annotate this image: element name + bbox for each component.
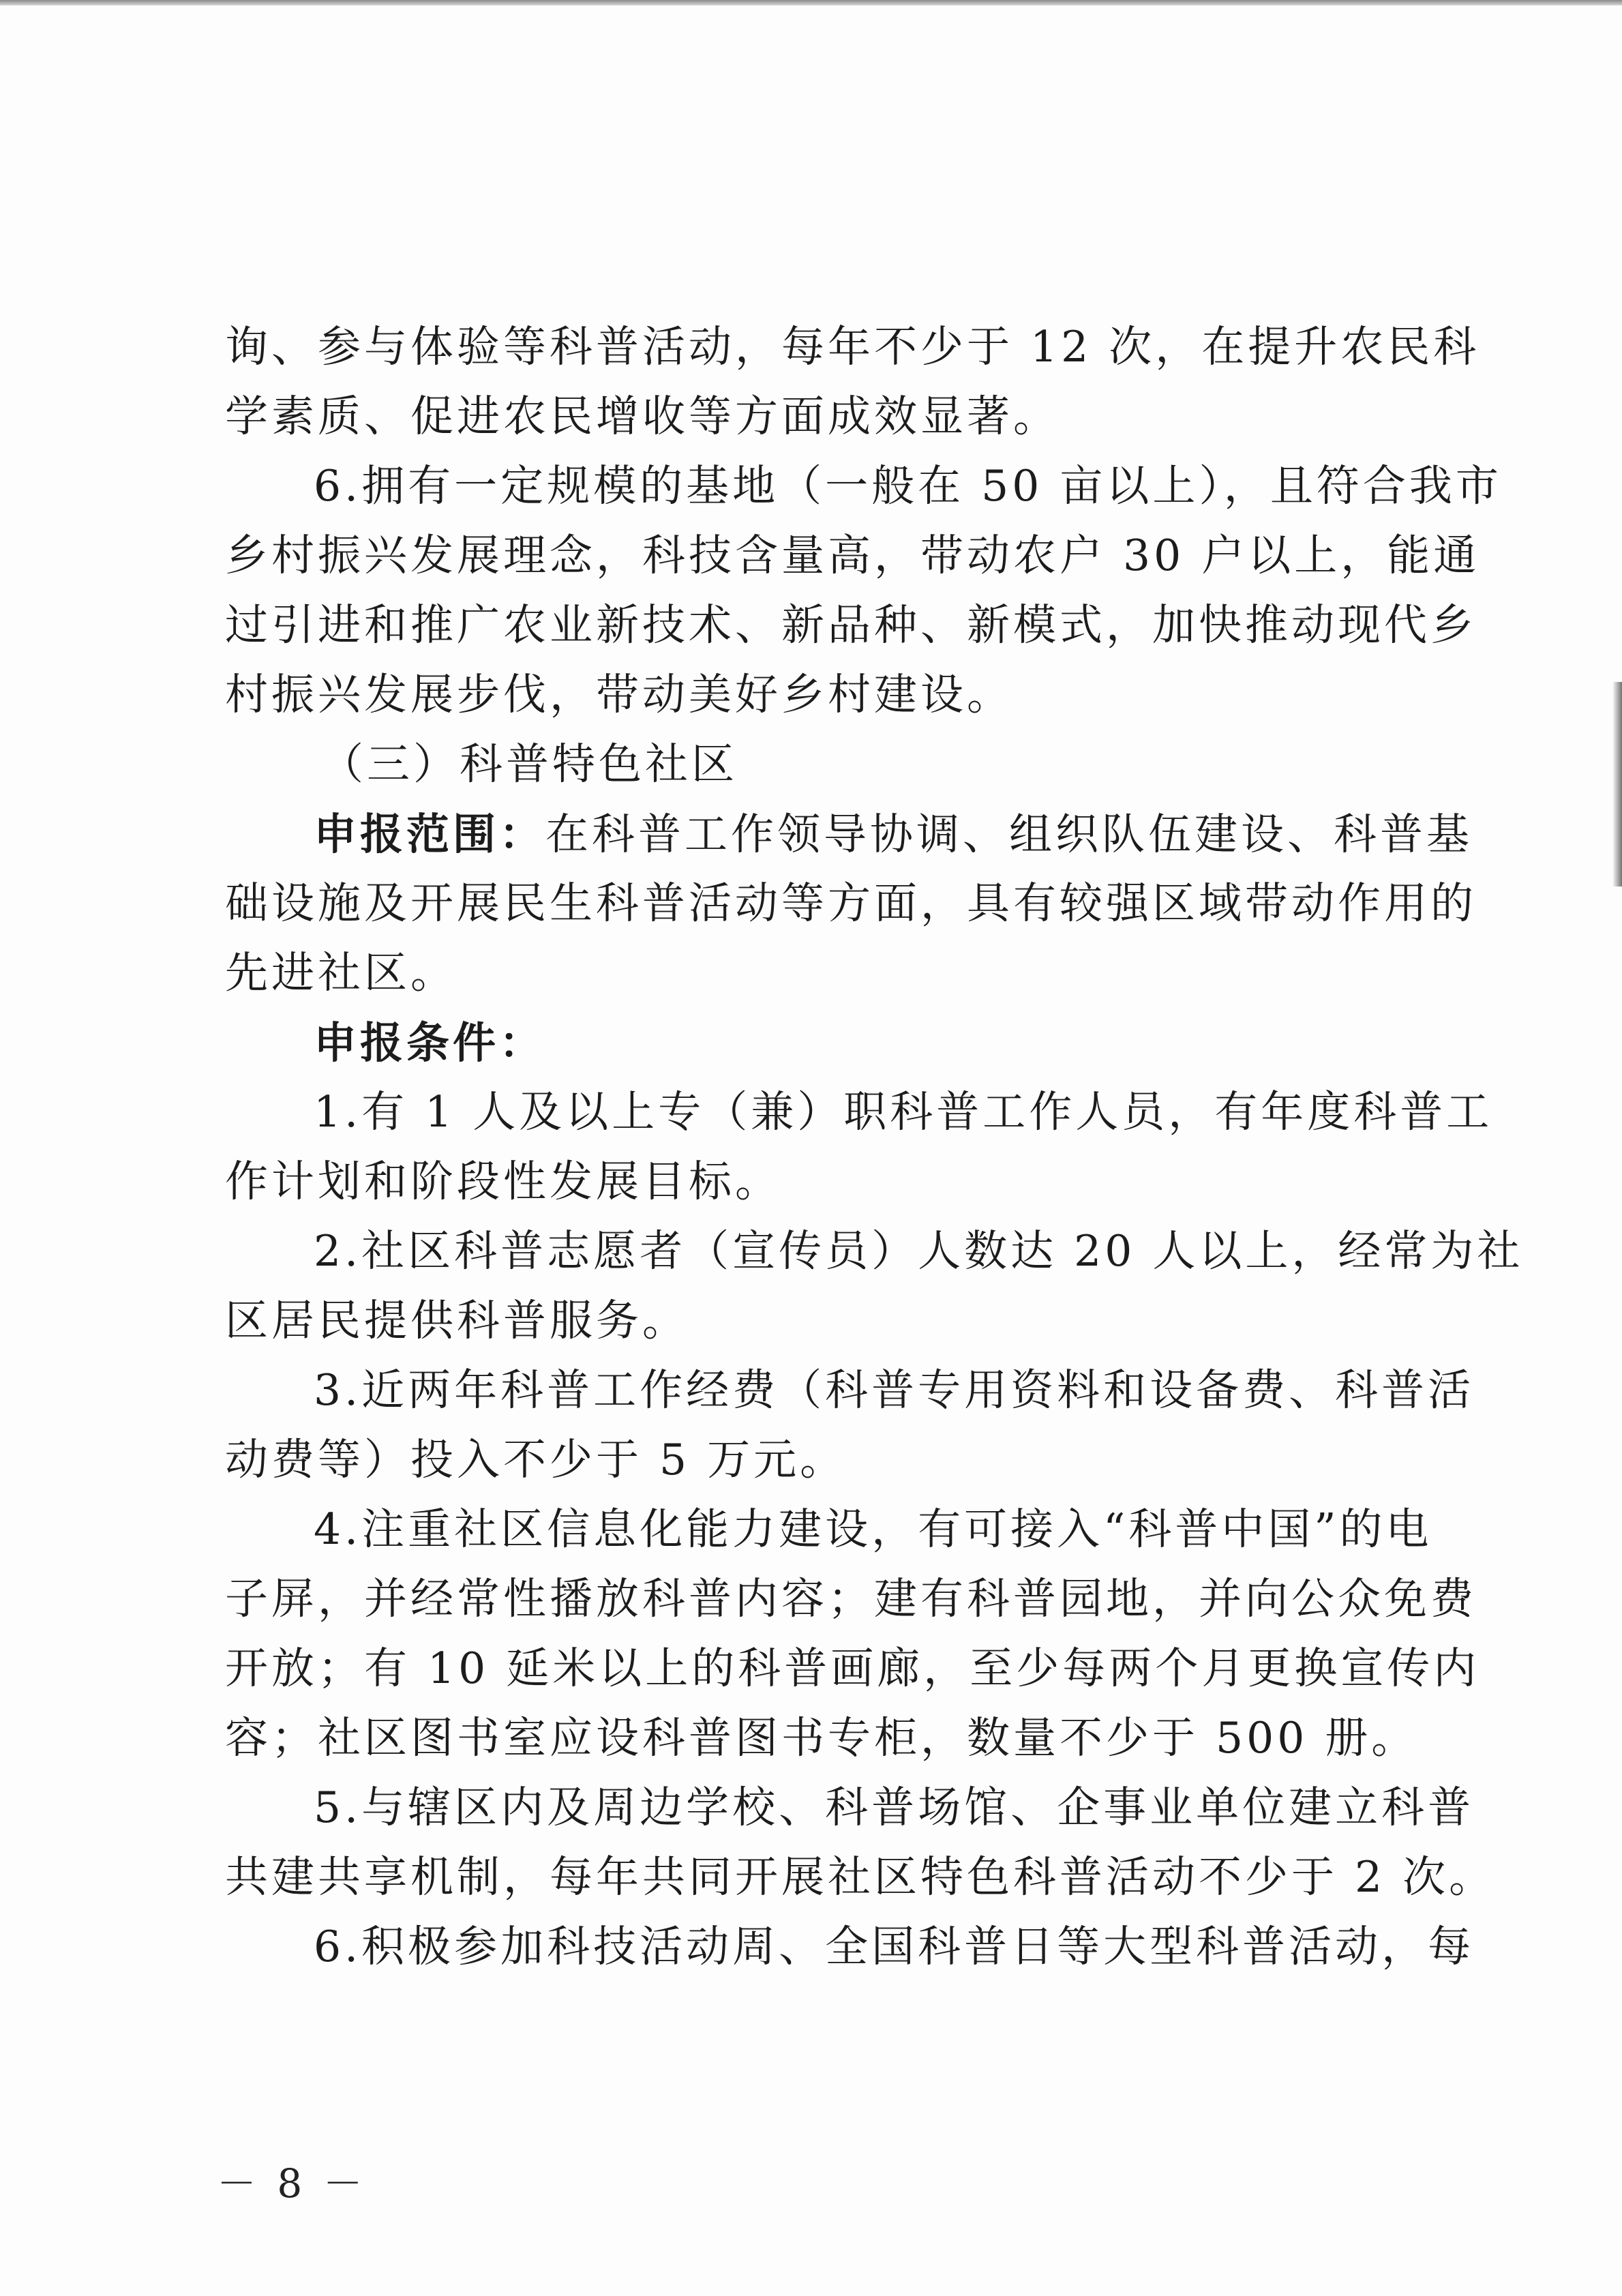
text-line: 3.近两年科普工作经费（科普专用资料和设备费、科普活 xyxy=(314,1365,1475,1415)
text-line: 2.社区科普志愿者（宣传员）人数达 20 人以上，经常为社 xyxy=(314,1226,1524,1276)
section-heading: （三）科普特色社区 xyxy=(320,739,738,789)
text-line: 容；社区图书室应设科普图书专柜，数量不少于 500 册。 xyxy=(225,1713,1418,1763)
conditions-label: 申报条件： xyxy=(314,1017,545,1068)
text-line: 动费等）投入不少于 5 万元。 xyxy=(225,1435,847,1485)
text-line: 础设施及开展民生科普活动等方面，具有较强区域带动作用的 xyxy=(225,878,1477,928)
text-line: 子屏，并经常性播放科普内容；建有科普园地，并向公众免费 xyxy=(225,1574,1477,1624)
text-line: 区居民提供科普服务。 xyxy=(225,1296,689,1345)
scan-edge-shadow xyxy=(1612,682,1622,886)
text-line: 5.与辖区内及周边学校、科普场馆、企事业单位建立科普 xyxy=(314,1783,1475,1832)
text-line: 6.拥有一定规模的基地（一般在 50 亩以上），且符合我市 xyxy=(314,461,1502,511)
page-number: － 8 － xyxy=(217,2160,367,2207)
text-line: 6.积极参加科技活动周、全国科普日等大型科普活动，每 xyxy=(314,1922,1475,1971)
text-line: 过引进和推广农业新技术、新品种、新模式，加快推动现代乡 xyxy=(225,600,1477,650)
document-body xyxy=(225,312,1524,1982)
scope-label: 申报范围： xyxy=(314,809,545,859)
text-line: 共建共享机制，每年共同开展社区特色科普活动不少于 2 次。 xyxy=(225,1852,1496,1902)
text-line: 先进社区。 xyxy=(225,948,457,998)
text-line: 村振兴发展步伐，带动美好乡村建设。 xyxy=(225,670,1013,719)
text-line: 询、参与体验等科普活动，每年不少于 12 次，在提升农民科 xyxy=(225,322,1480,372)
text-line: 作计划和阶段性发展目标。 xyxy=(225,1157,781,1206)
text-line: 1.有 1 人及以上专（兼）职科普工作人员，有年度科普工 xyxy=(314,1087,1493,1137)
text-line: 开放；有 10 延米以上的科普画廊，至少每两个月更换宣传内 xyxy=(225,1643,1480,1693)
scope-paragraph-first-line xyxy=(225,799,1473,869)
scope-text: 在科普工作领导协调、组织队伍建设、科普基 xyxy=(545,809,1473,859)
text-line: 乡村振兴发展理念，科技含量高，带动农户 30 户以上，能通 xyxy=(225,531,1480,580)
text-line: 4.注重社区信息化能力建设，有可接入“科普中国”的电 xyxy=(314,1504,1432,1554)
page-top-edge xyxy=(0,0,1622,5)
text-line: 学素质、促进农民增收等方面成效显著。 xyxy=(225,391,1060,441)
